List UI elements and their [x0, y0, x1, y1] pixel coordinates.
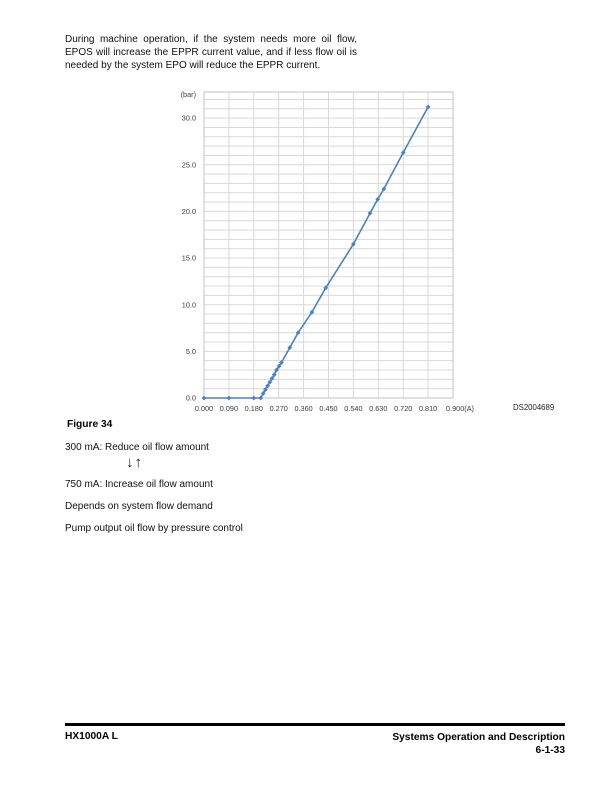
x-tick-label: 0.360 [294, 404, 313, 413]
note-reduce-flow: 300 mA: Reduce oil flow amount [65, 442, 209, 453]
x-tick-label: 0.000 [194, 404, 214, 413]
intro-line: During machine operation, if the system needs more oil flow, [65, 34, 357, 45]
intro-paragraph [65, 34, 357, 72]
pressure-curve [204, 107, 428, 398]
y-tick-label: 10.0 [181, 300, 196, 310]
note-increase-flow: 750 mA: Increase oil flow amount [65, 479, 213, 490]
figure-code: DS2004689 [513, 403, 555, 412]
footer-model: HX1000A L [65, 731, 118, 742]
data-point-marker [251, 396, 256, 401]
eppr-pressure-chart [165, 85, 573, 420]
x-tick-label: 0.180 [244, 404, 263, 413]
x-tick-label: 0.720 [394, 404, 413, 413]
y-axis-unit-label: (bar) [180, 90, 196, 99]
y-tick-label: 30.0 [181, 113, 196, 123]
figure-caption: Figure 34 [67, 419, 113, 430]
y-tick-label: 0.0 [185, 393, 196, 403]
footer-right-block [265, 731, 565, 757]
intro-line: EPOS will increase the EPPR current value, and if less flow oil is [65, 46, 357, 58]
x-tick-label: 0.450 [319, 404, 338, 413]
note-pressure-control: Pump output oil flow by pressure control [65, 523, 243, 534]
footer-divider [65, 723, 565, 726]
x-tick-label: 0.810 [418, 404, 438, 413]
intro-line: needed by the system EPO will reduce the EPPR current. [65, 59, 321, 71]
note-flow-demand: Depends on system flow demand [65, 501, 213, 512]
x-tick-label: 0.540 [344, 404, 363, 413]
x-tick-label: 0.630 [369, 404, 388, 413]
data-point-marker [227, 396, 232, 401]
down-arrow-icon: ↓ [126, 454, 135, 471]
flow-arrows [126, 454, 143, 471]
footer-section-title: Systems Operation and Description [392, 732, 565, 743]
data-point-marker [202, 396, 207, 401]
x-tick-label: 0.270 [269, 404, 288, 413]
footer-page-number: 6-1-33 [535, 745, 565, 756]
y-tick-label: 20.0 [181, 207, 196, 217]
up-arrow-icon: ↑ [134, 454, 143, 471]
y-tick-label: 15.0 [181, 253, 196, 263]
eppr-pressure-chart-svg [165, 85, 573, 420]
y-tick-label: 5.0 [185, 346, 196, 356]
y-tick-label: 25.0 [181, 160, 196, 170]
x-tick-label: 0.900(A) [446, 404, 474, 413]
x-tick-label: 0.090 [219, 404, 239, 413]
